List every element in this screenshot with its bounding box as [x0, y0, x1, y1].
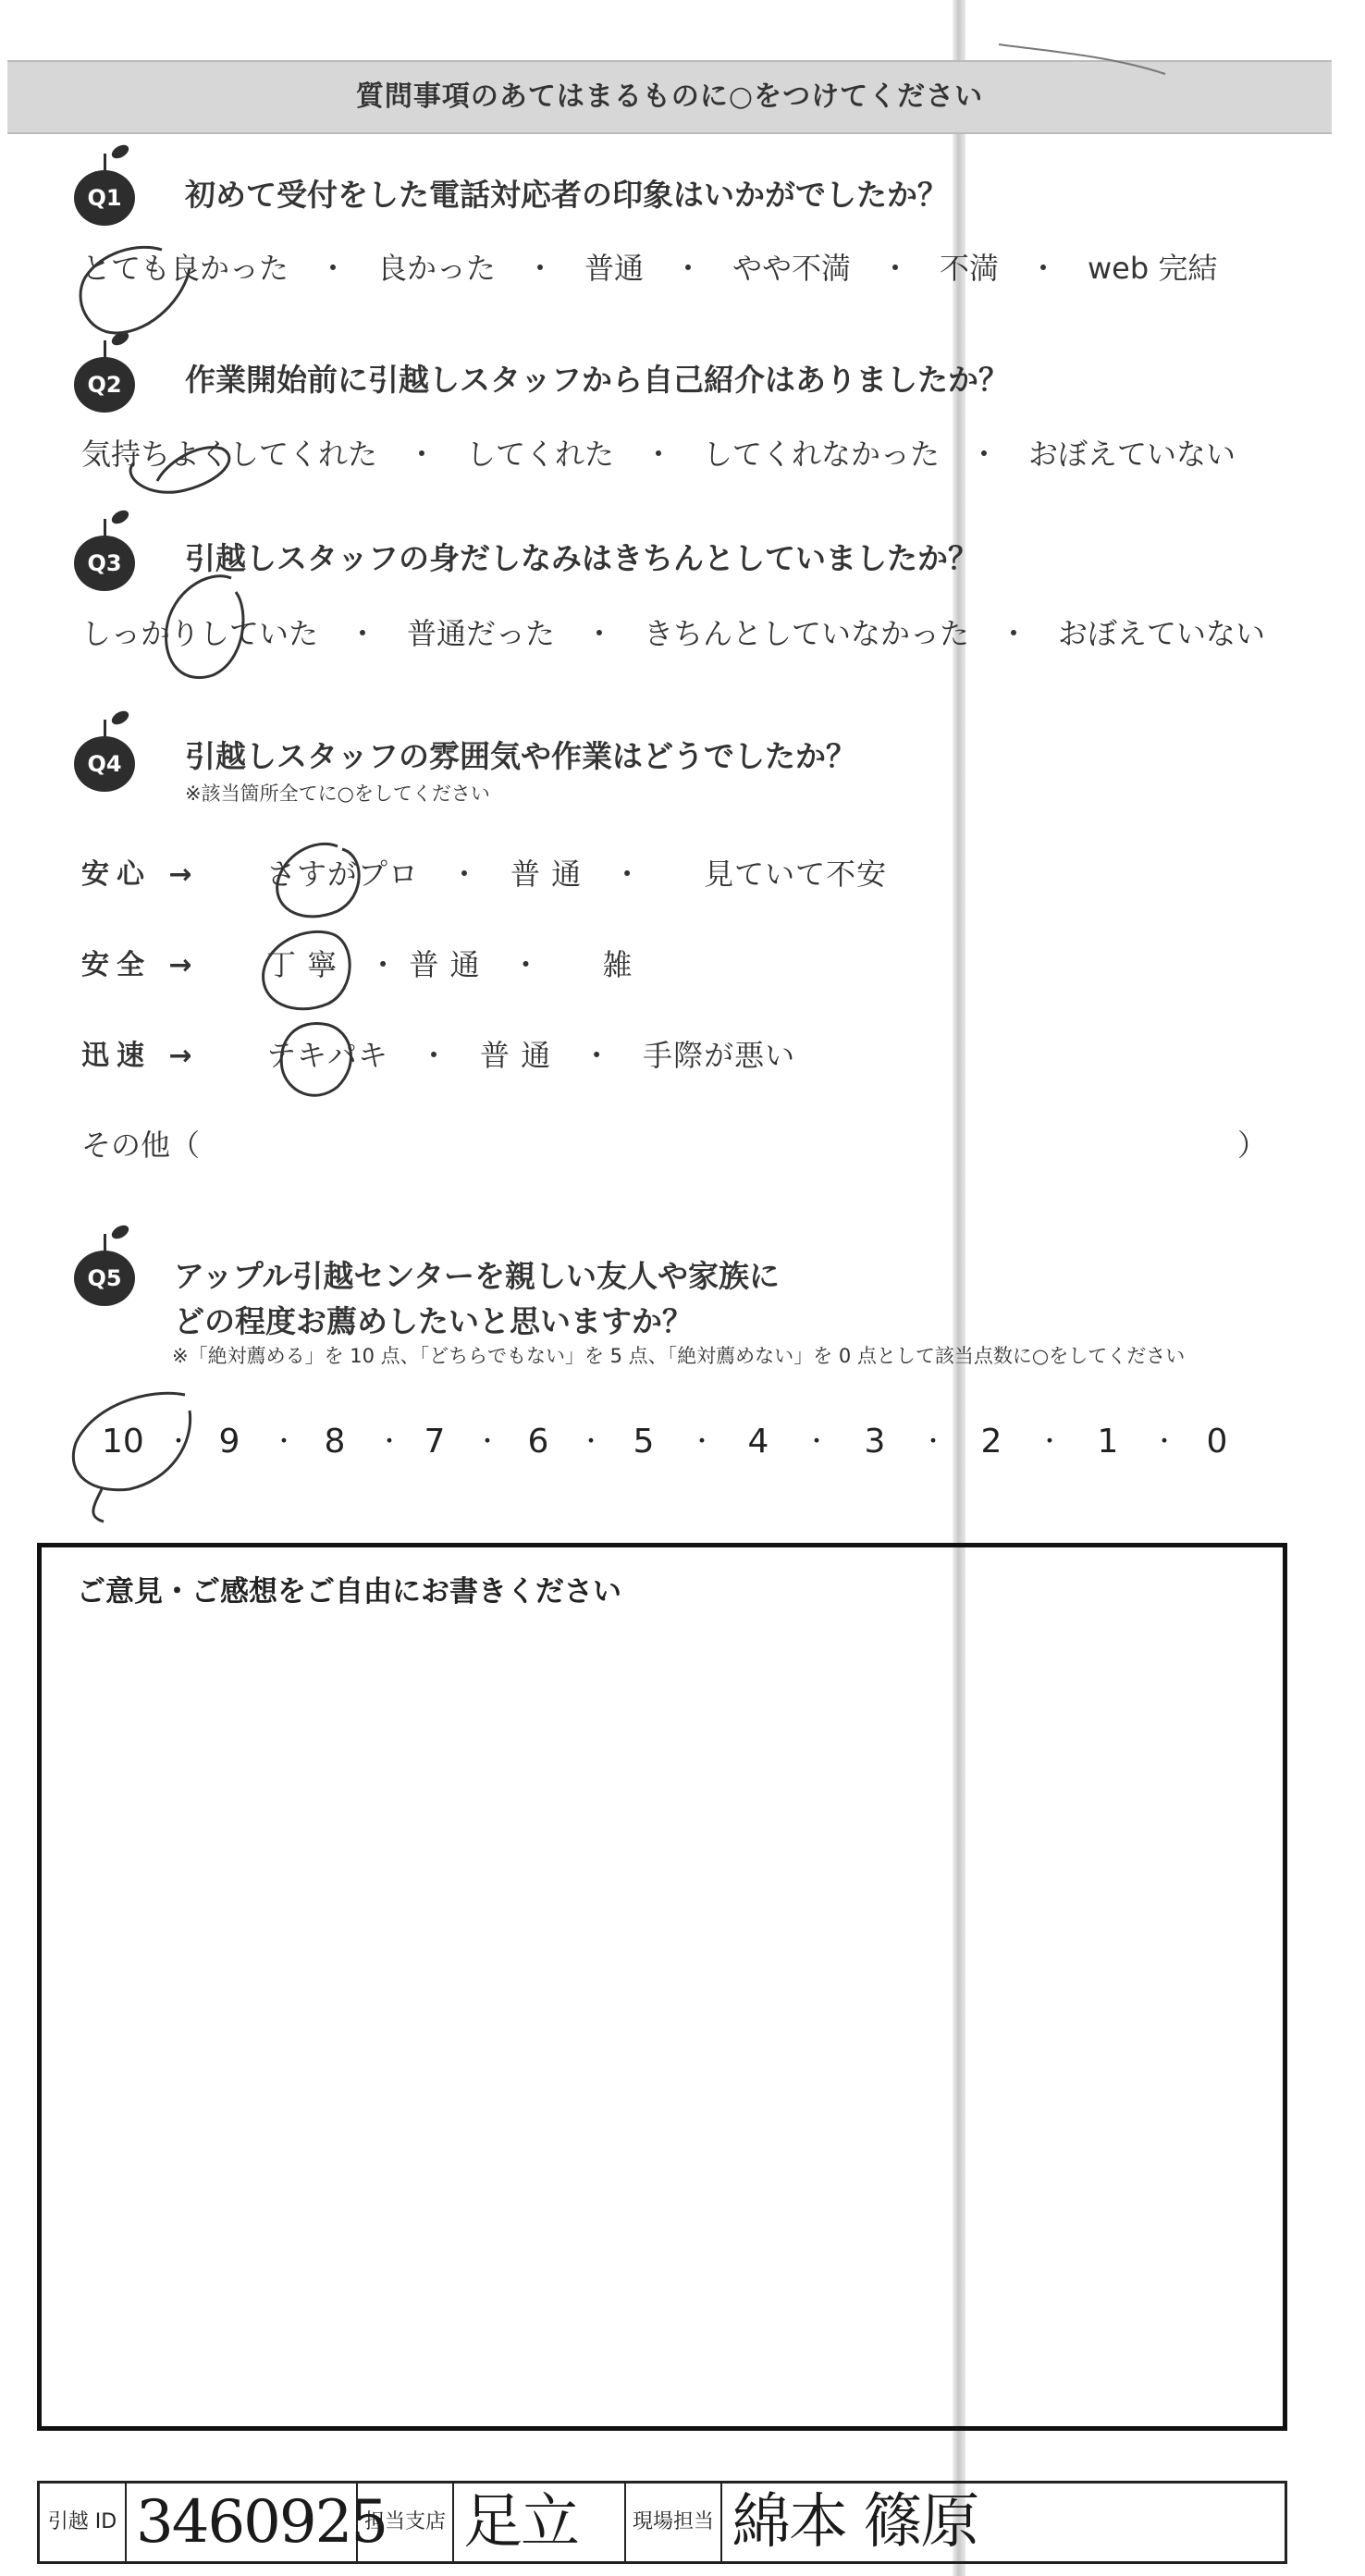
scale-separator: ・: [921, 1428, 946, 1456]
scale-10[interactable]: 10: [102, 1423, 144, 1461]
scale-5[interactable]: 5: [633, 1423, 655, 1461]
q2-badge: Q2: [74, 357, 135, 413]
scale-8[interactable]: 8: [324, 1423, 346, 1461]
scale-3[interactable]: 3: [864, 1423, 886, 1461]
scale-1[interactable]: 1: [1097, 1423, 1119, 1461]
q4-badge: Q4: [74, 736, 135, 792]
q3-title: 引越しスタッフの身だしなみはきちんとしていましたか？: [185, 540, 978, 576]
instruction-header-text: 質問事項のあてはまるものに○をつけてください: [355, 80, 984, 113]
scale-separator: ・: [475, 1428, 500, 1456]
footer-table: [37, 2481, 1287, 2564]
q5-title-line1: アップル引越センターを親しい友人や家族に: [174, 1258, 781, 1294]
q5-note: ※「絶対薦める」を 10 点、「どちらでもない」を 5 点、「絶対薦めない」を 0 点として該当点数に○をしてください: [172, 1345, 1186, 1367]
q4-jinsoku-circle-mark: [281, 1023, 350, 1095]
q4-row-anzen-options[interactable]: 丁 寧 ・ 普 通 ・ 雑: [266, 947, 633, 982]
q3-circle-mark: [166, 576, 243, 678]
q5-circle-mark: [73, 1393, 190, 1522]
q5-title-line2: どの程度お薦めしたいと思いますか？: [174, 1303, 693, 1339]
comment-box[interactable]: [37, 1543, 1287, 2431]
q1-badge: Q1: [74, 170, 135, 226]
q4-row-jinsoku-label: 迅速 →: [81, 1040, 200, 1072]
q4-note: ※該当箇所全てに○をしてください: [185, 783, 490, 805]
scale-separator: ・: [805, 1428, 830, 1456]
scale-separator: ・: [166, 1428, 191, 1456]
move-id-value[interactable]: 3460925: [127, 2484, 358, 2561]
move-id-label: 引越 ID: [40, 2484, 127, 2561]
branch-value[interactable]: 足立: [454, 2484, 626, 2561]
staff-value[interactable]: 綿本 篠原: [732, 2488, 978, 2557]
q1-title: 初めて受付をした電話対応者の印象はいかがでしたか？: [185, 177, 948, 213]
q4-title: 引越しスタッフの雰囲気や作業はどうでしたか？: [185, 738, 856, 774]
q4-anshin-circle-mark: [277, 844, 359, 916]
scale-separator: ・: [377, 1428, 402, 1456]
scale-separator: ・: [690, 1428, 715, 1456]
q3-badge: Q3: [74, 536, 135, 591]
scale-6[interactable]: 6: [527, 1423, 549, 1461]
q4-other-label: その他（: [81, 1128, 201, 1163]
q2-options[interactable]: 気持ちよくしてくれた ・ してくれた ・ してくれなかった ・ おぼえていない: [81, 437, 1236, 472]
scale-separator: ・: [1152, 1428, 1177, 1456]
staff-label: 現場担当: [626, 2484, 722, 2561]
q1-circle-mark: [80, 247, 190, 333]
scale-2[interactable]: 2: [980, 1423, 1002, 1461]
q1-options[interactable]: とても良かった ・ 良かった ・ 普通 ・ やや不満 ・ 不満 ・ web 完結: [81, 251, 1218, 286]
q4-row-jinsoku-options[interactable]: テキパキ ・ 普 通 ・ 手際が悪い: [266, 1038, 796, 1073]
scale-9[interactable]: 9: [218, 1423, 240, 1461]
scale-7[interactable]: 7: [424, 1423, 446, 1461]
q2-circle-mark: [130, 448, 229, 493]
q4-row-anshin-options[interactable]: さすがプロ ・ 普 通 ・ 見ていて不安: [266, 857, 888, 892]
branch-label: 担当支店: [358, 2484, 454, 2561]
q2-title: 作業開始前に引越しスタッフから自己紹介はありましたか？: [185, 362, 1009, 398]
q4-anzen-circle-mark: [264, 931, 350, 1008]
q4-row-anshin-label: 安心 →: [81, 858, 200, 891]
scale-separator: ・: [579, 1428, 604, 1456]
top-stray-mark: [999, 44, 1165, 74]
scale-4[interactable]: 4: [747, 1423, 769, 1461]
q5-badge: Q5: [74, 1251, 135, 1306]
q3-options[interactable]: しっかりしていた ・ 普通だった ・ きちんとしていなかった ・ おぼえていない: [81, 616, 1266, 651]
q4-row-anzen-label: 安全 →: [81, 949, 200, 981]
scale-separator: ・: [272, 1428, 297, 1456]
scale-separator: ・: [1038, 1428, 1063, 1456]
comment-title: ご意見・ご感想をご自由にお書きください: [77, 1575, 621, 1608]
q4-other-close: ）: [1237, 1128, 1268, 1163]
scale-0[interactable]: 0: [1206, 1423, 1228, 1461]
